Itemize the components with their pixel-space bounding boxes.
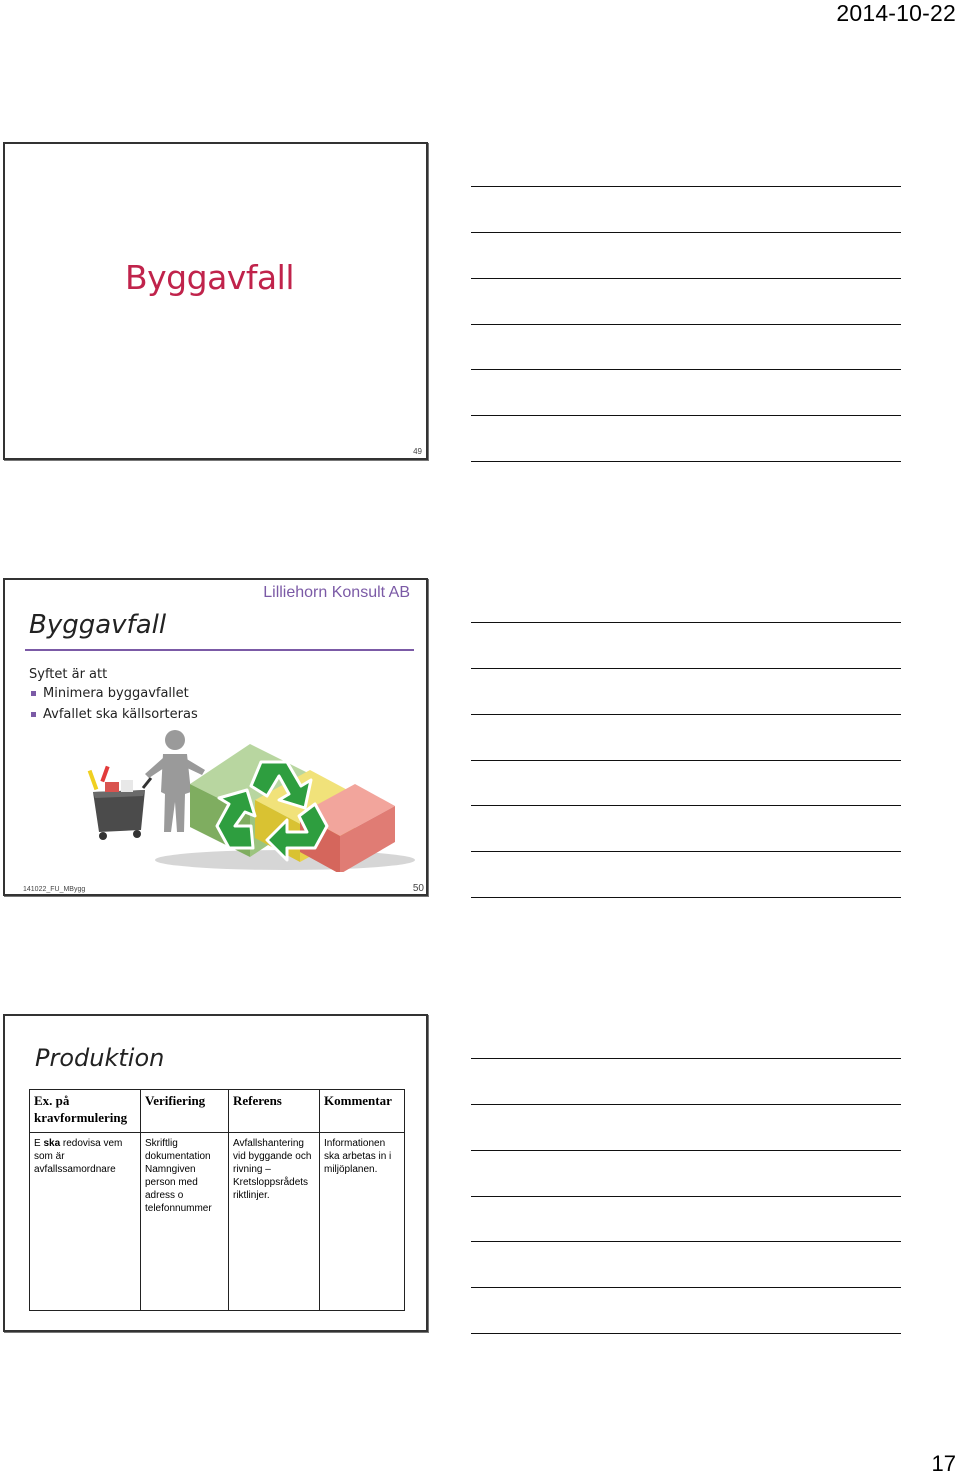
note-line (471, 1058, 901, 1059)
note-line (471, 622, 901, 623)
bullet-item: Minimera byggavfallet (31, 686, 198, 707)
company-name: Lilliehorn Konsult AB (263, 584, 410, 601)
note-line (471, 369, 901, 370)
note-line (471, 760, 901, 761)
bullet-square-icon (31, 691, 36, 696)
waste-cart-icon (88, 766, 151, 840)
note-line (471, 232, 901, 233)
cell-kravformulering: E ska redovisa vem som är avfallssamordnare (30, 1133, 141, 1311)
slide-produktion (3, 1014, 428, 1332)
bullet-square-icon (31, 712, 36, 717)
slide-title: Byggavfall (29, 610, 167, 640)
note-line (471, 1333, 901, 1334)
slide-number: 50 (412, 883, 424, 894)
slide-49 (3, 142, 428, 460)
header-verifiering: Verifiering (141, 1090, 229, 1133)
note-line (471, 1241, 901, 1242)
cell-referens: Avfallshantering vid byggande och rivning – Kretsloppsrådets riktlinjer. (229, 1133, 320, 1311)
table-header-row (30, 1090, 405, 1133)
page-number: 17 (931, 1451, 956, 1476)
note-line (471, 668, 901, 669)
note-line (471, 851, 901, 852)
slide-footer: 141022_FU_MBygg (23, 886, 86, 893)
cell-verifiering: Skriftlig dokumentation Namngiven person med adress o telefonnummer (141, 1133, 229, 1311)
table-row (30, 1133, 405, 1311)
intro-text: Syftet är att (29, 667, 108, 682)
requirements-table (29, 1089, 405, 1311)
note-line (471, 278, 901, 279)
header-kommentar: Kommentar (320, 1090, 405, 1133)
bullet-item: Avfallet ska källsorteras (31, 707, 198, 728)
page-date: 2014-10-22 (836, 0, 956, 26)
note-line (471, 805, 901, 806)
slide-50 (3, 578, 428, 896)
header-kravformulering: Ex. på kravformulering (30, 1090, 141, 1133)
note-line (471, 186, 901, 187)
slide-title: Produktion (35, 1044, 165, 1072)
note-line (471, 897, 901, 898)
recycling-illustration (85, 722, 420, 872)
note-line (471, 324, 901, 325)
note-line (471, 461, 901, 462)
note-line (471, 1104, 901, 1105)
note-line (471, 1287, 901, 1288)
slide-number: 49 (413, 447, 422, 456)
note-line (471, 1196, 901, 1197)
cell-kommentar: Informationen ska arbetas in i miljöplanen. (320, 1133, 405, 1311)
header-referens: Referens (229, 1090, 320, 1133)
note-line (471, 1150, 901, 1151)
slide-title: Byggavfall (125, 258, 294, 297)
title-divider (25, 649, 414, 651)
note-line (471, 714, 901, 715)
note-line (471, 415, 901, 416)
